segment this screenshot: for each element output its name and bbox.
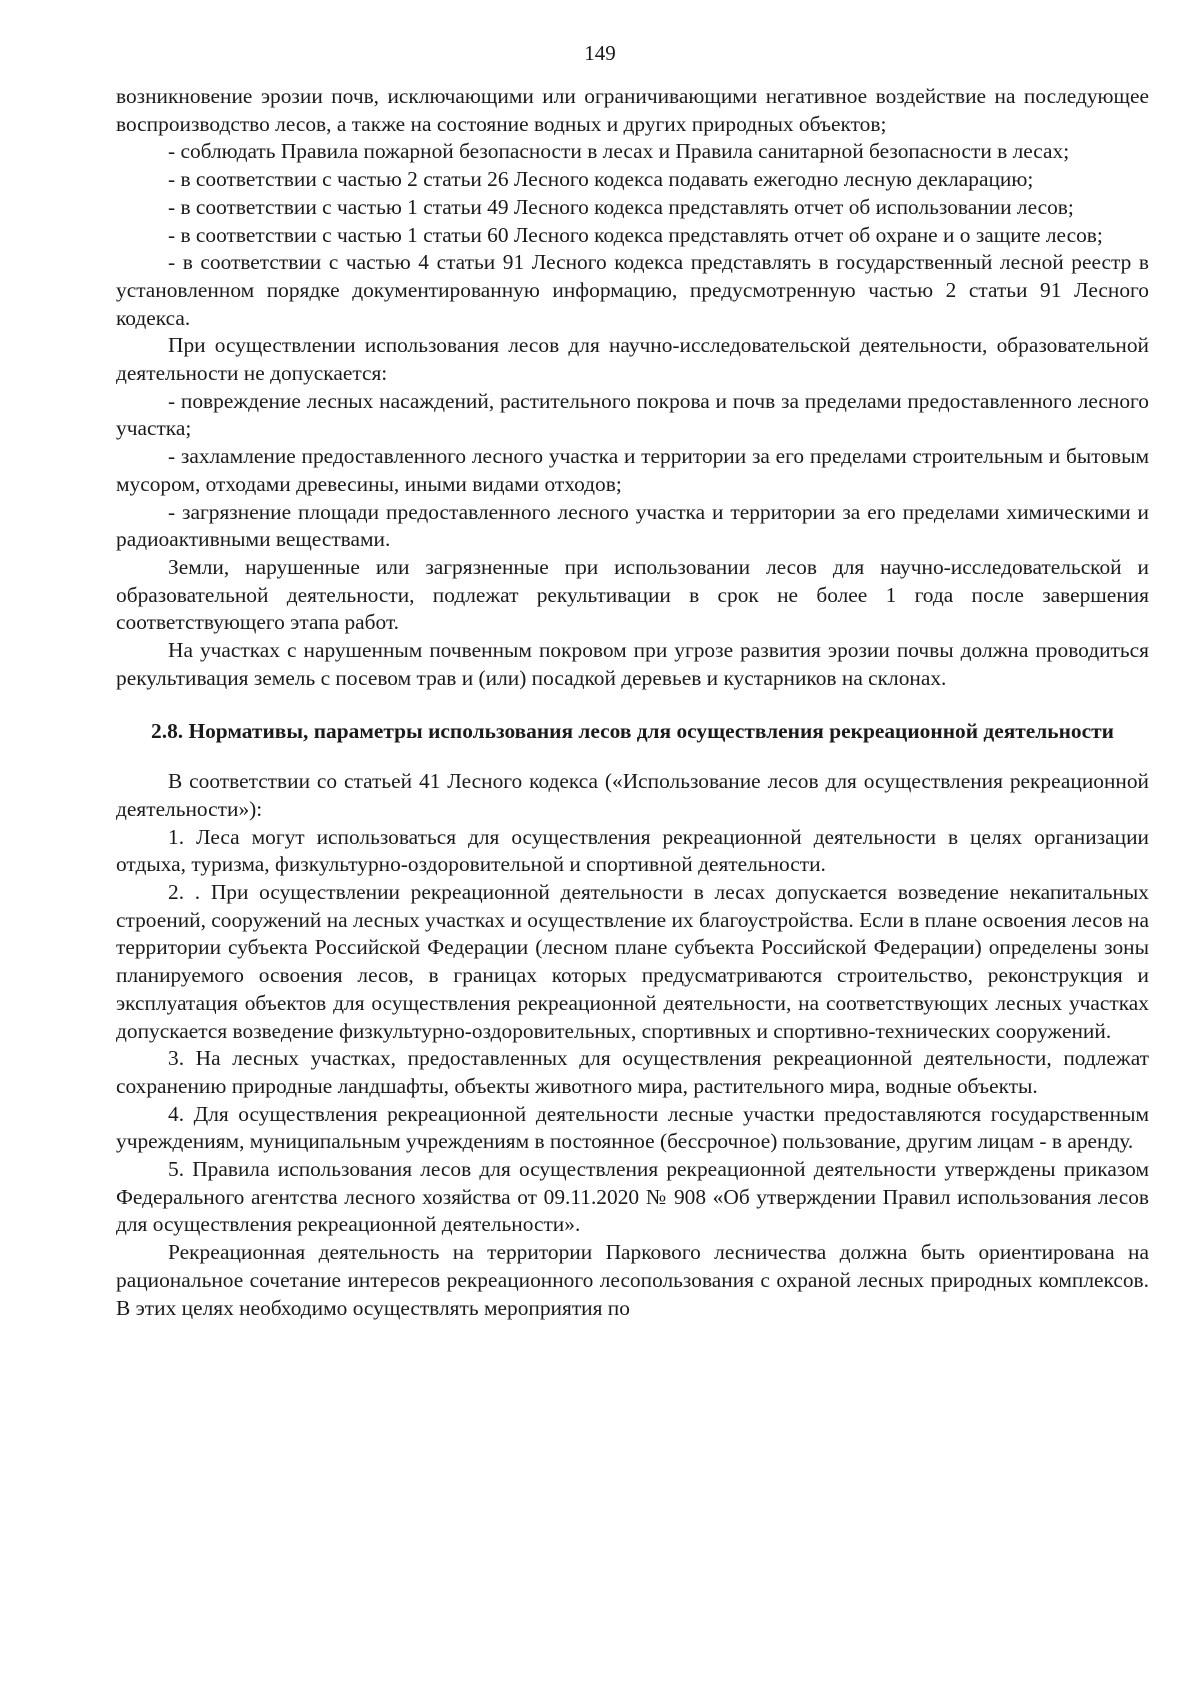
paragraph: - в соответствии с частью 4 статьи 91 Лесного кодекса представлять в государственный лесной реестр в установленном порядке документированную информацию, предусмотренную частью 2 статьи 91 Лесного кодекса. xyxy=(116,250,1149,330)
paragraph: Рекреационная деятельность на территории Паркового лесничества должна быть ориентирована на рациональное сочетание интересов рекреационного лесопользования с охраной лесных природных комплексов. В этих целях необходимо осуществлять мероприятия по xyxy=(116,1240,1149,1320)
paragraph: - соблюдать Правила пожарной безопасности в лесах и Правила санитарной безопасности в лесах; xyxy=(168,139,1070,164)
paragraph: 3. На лесных участках, предоставленных для осуществления рекреационной деятельности, подлежат сохранению природные ландшафты, объекты животного мира, растительного мира, водные объекты. xyxy=(116,1046,1149,1098)
text-block-recreation xyxy=(116,768,1149,1322)
paragraph: 5. Правила использования лесов для осуществления рекреационной деятельности утверждены приказом Федерального агентства лесного хозяйства от 09.11.2020 № 908 «Об утверждении Правил использования лесов для осуществления рекреационной деятельности». xyxy=(116,1157,1149,1237)
section-heading: 2.8. Нормативы, параметры использования лесов для осуществления рекреационной деятельности xyxy=(151,719,1114,744)
paragraph: - в соответствии с частью 1 статьи 60 Лесного кодекса представлять отчет об охране и о защите лесов; xyxy=(168,222,1103,247)
paragraph: При осуществлении использования лесов для научно-исследовательской деятельности, образовательной деятельности не допускается: xyxy=(116,333,1149,386)
paragraph: 2. . При осуществлении рекреационной деятельности в лесах допускается возведение некапитальных строений, сооружений на лесных участках и осуществление их благоустройства. Если в плане освоения лесов на территории субъекта Российской Федерации (лесном плане субъекта Российской Федерации) определены зоны планируемого освоения лесов, в границах которых предусматриваются строительство, реконструкция и эксплуатация объектов для осуществления рекреационной деятельности, на соответствующих лесных участках допускается возведение физкультурно-оздоровительных, спортивных и спортивно-технических сооружений. xyxy=(116,879,1149,1043)
paragraph: 4. Для осуществления рекреационной деятельности лесные участки предоставляются государственным учреждениям, муниципальным учреждениям в постоянное (бессрочное) пользование, другим лицам - в аренду. xyxy=(116,1101,1149,1154)
paragraph: возникновение эрозии почв, исключающими или ограничивающими негативное воздействие на последующее воспроизводство лесов, а также на состояние водных и других природных объектов; xyxy=(116,84,1149,136)
paragraph: - повреждение лесных насаждений, растительного покрова и почв за пределами предоставленного лесного участка; xyxy=(116,388,1149,441)
paragraph: - в соответствии с частью 2 статьи 26 Лесного кодекса подавать ежегодно лесную декларацию; xyxy=(168,167,1034,192)
text-block-forest-use-rules xyxy=(116,83,1149,692)
paragraph: - в соответствии с частью 1 статьи 49 Лесного кодекса представлять отчет об использовании лесов; xyxy=(168,194,1074,219)
paragraph: - захламление предоставленного лесного участка и территории за его пределами строительным и бытовым мусором, отходами древесины, иными видами отходов; xyxy=(116,444,1149,496)
page-number: 149 xyxy=(584,41,616,65)
paragraph: 1. Леса могут использоваться для осуществления рекреационной деятельности в целях организации отдыха, туризма, физкультурно-оздоровительной и спортивной деятельности. xyxy=(116,824,1149,877)
paragraph: На участках с нарушенным почвенным покровом при угрозе развития эрозии почвы должна проводиться рекультивация земель с посевом трав и (или) посадкой деревьев и кустарников на склонах. xyxy=(116,638,1149,690)
paragraph: Земли, нарушенные или загрязненные при использовании лесов для научно-исследовательской и образовательной деятельности, подлежат рекультивации в срок не более 1 года после завершения соответствующего этапа работ. xyxy=(116,554,1149,635)
document-body xyxy=(116,83,1149,1322)
paragraph: В соответствии со статьей 41 Лесного кодекса («Использование лесов для осуществления рекреационной деятельности»): xyxy=(116,769,1149,821)
paragraph: - загрязнение площади предоставленного лесного участка и территории за его пределами химическими и радиоактивными веществами. xyxy=(116,499,1149,552)
